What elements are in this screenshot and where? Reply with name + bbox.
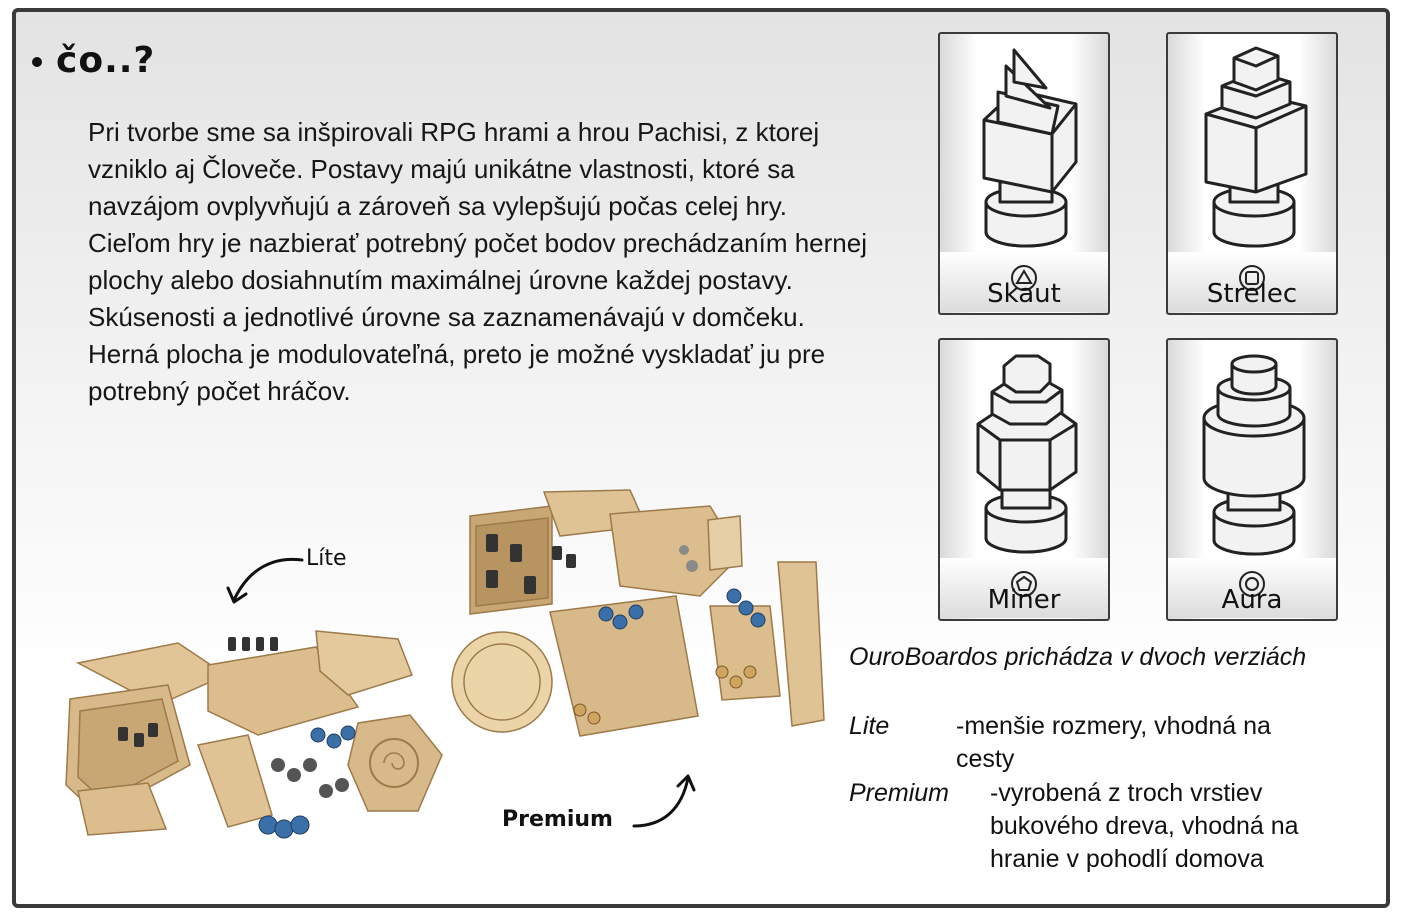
- premium-version-description: -vyrobená z troch vrstiev bukového dreva, vhodná na hranie v pohodlí domova: [990, 779, 1299, 873]
- piece-name: Aura: [1221, 585, 1283, 615]
- lite-version-description: -menšie rozmery, vhodná na cesty: [956, 712, 1271, 773]
- intro-paragraph: Pri tvorbe sme sa inšpirovali RPG hrami a hrou Pachisi, z ktorej vzniklo aj Človeče. Postavy majú unikátne vlastnosti, ktoré sa navzájom ovplyvňujú a zároveň sa vylepšujú počas celej hry. Cieľom hry je nazbierať potrebný počet bodov prechádzaním hernej plochy alebo dosiahnutím maximálnej úrovne každej postavy. Skúsenosti a jednotlivé úrovne sa zaznamenávajú v domčeku. Herná plocha je modulovateľná, preto je možné vyskladať ju pre potrebný počet hráčov.: [88, 117, 867, 406]
- lite-label: Líte: [306, 546, 347, 571]
- premium-version-name: Premium: [849, 779, 950, 807]
- strelec-piece-illustration: [1182, 42, 1324, 258]
- heading-text: čo..?: [56, 40, 156, 81]
- lite-version-name: Lite: [849, 712, 890, 740]
- lite-arrow-icon: [222, 552, 304, 608]
- bullet-icon: [32, 57, 42, 67]
- section-heading: [32, 40, 155, 81]
- premium-label: Premium: [502, 807, 613, 832]
- piece-name: Strelec: [1206, 279, 1298, 309]
- piece-card-strelec: [1166, 32, 1338, 315]
- piece-name: Miner: [987, 585, 1061, 615]
- piece-card-skaut: [938, 32, 1110, 315]
- piece-card-aura: [1166, 338, 1338, 621]
- lite-version-photo: [58, 615, 450, 840]
- skaut-piece-illustration: [954, 42, 1096, 258]
- piece-card-miner: [938, 338, 1110, 621]
- piece-name: Skaut: [987, 279, 1061, 309]
- miner-piece-illustration: [954, 348, 1096, 564]
- premium-version-photo: [440, 486, 832, 742]
- versions-title: OuroBoardos prichádza v dvoch verziách: [849, 643, 1307, 671]
- premium-arrow-icon: [630, 772, 696, 834]
- aura-piece-illustration: [1182, 348, 1324, 564]
